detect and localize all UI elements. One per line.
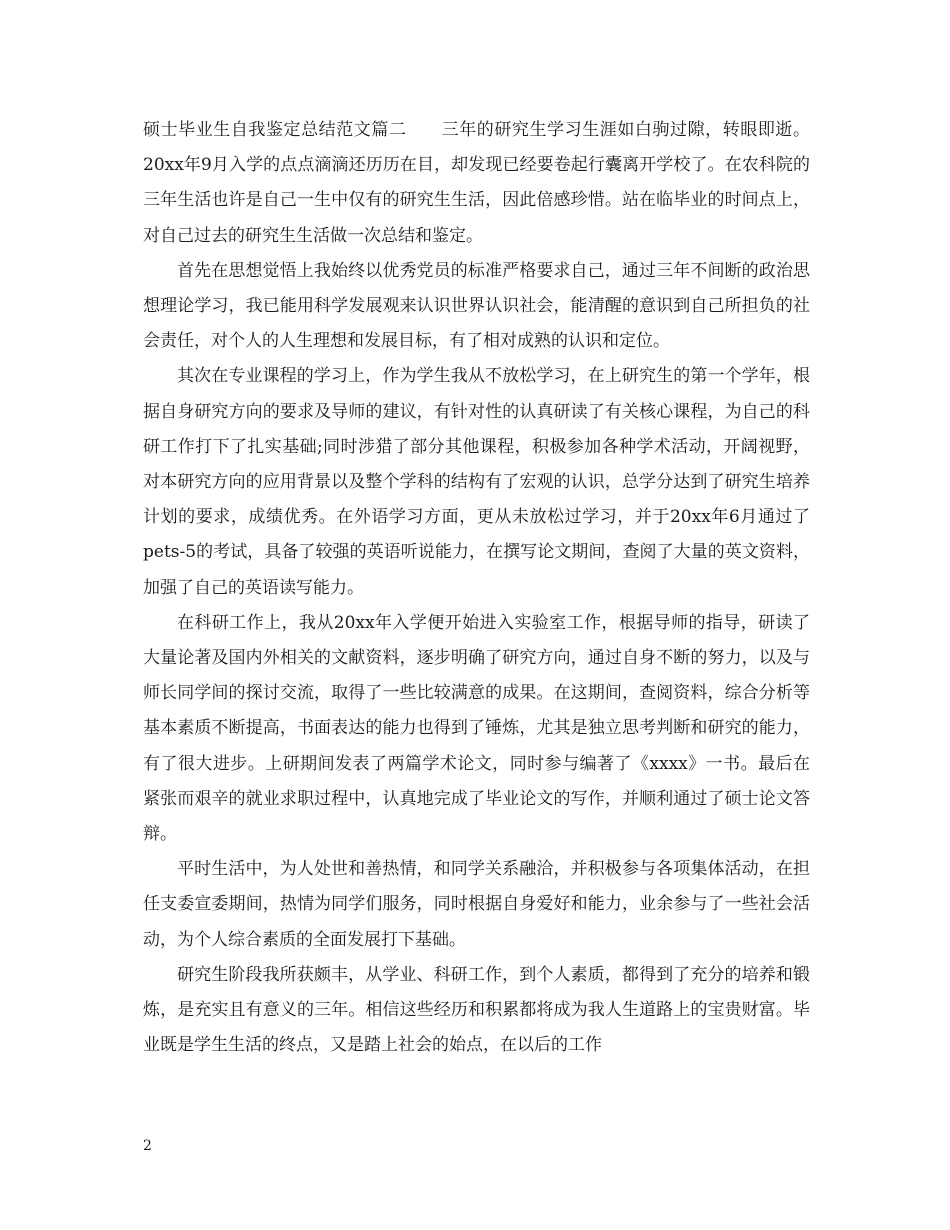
paragraph-ideology: 首先在思想觉悟上我始终以优秀党员的标准严格要求自己，通过三年不间断的政治思想理论学习，我已能用科学发展观来认识世界认识社会，能清醒的意识到自己所担负的社会责任，对个人的人生理想和发展目标，有了相对成熟的认识和定位。 bbox=[143, 260, 810, 352]
paragraph-daily-life: 平时生活中，为人处世和善热情，和同学关系融洽，并积极参与各项集体活动，在担任支委宣委期间，热情为同学们服务，同时根据自身爱好和能力，业余参与了一些社会活动，为个人综合素质的全面发展打下基础。 bbox=[143, 859, 810, 950]
paragraph-summary: 研究生阶段我所获颇丰，从学业、科研工作，到个人素质，都得到了充分的培养和锻炼，是充实且有意义的三年。相信这些经历和积累都将成为我人生道路上的宝贵财富。毕业既是学生生活的终点，又是踏上社会的始点，在以后的工作 bbox=[143, 964, 810, 1056]
paragraph-intro: 硕士毕业生自我鉴定总结范文篇二 三年的研究生学习生涯如白驹过隙，转眼即逝。20xx年9月入学的点点滴滴还历历在目，却发现已经要卷起行囊离开学校了。在农科院的三年生活也许是自己一生中仅有的研究生生活，因此倍感珍惜。站在临毕业的时间点上，对自己过去的研究生生活做一次总结和鉴定。 bbox=[143, 120, 810, 246]
document-body bbox=[143, 113, 810, 1063]
paragraph-coursework: 其次在专业课程的学习上，作为学生我从不放松学习，在上研究生的第一个学年，根据自身研究方向的要求及导师的建议，有针对性的认真研读了有关核心课程，为自己的科研工作打下了扎实基础;同时涉猎了部分其他课程，积极参加各种学术活动，开阔视野，对本研究方向的应用背景以及整个学科的结构有了宏观的认识，总学分达到了研究生培养计划的要求，成绩优秀。在外语学习方面，更从未放松过学习，并于20xx年6月通过了pets-5的考试，具备了较强的英语听说能力，在撰写论文期间，查阅了大量的英文资料，加强了自己的英语读写能力。 bbox=[143, 366, 810, 598]
paragraph-research: 在科研工作上，我从20xx年入学便开始进入实验室工作，根据导师的指导，研读了大量论著及国内外相关的文献资料，逐步明确了研究方向，通过自身不断的努力，以及与师长同学间的探讨交流，取得了一些比较满意的成果。在这期间，查阅资料，综合分析等基本素质不断提高，书面表达的能力也得到了锤炼，尤其是独立思考判断和研究的能力，有了很大进步。上研期间发表了两篇学术论文，同时参与编著了《xxxx》一书。最后在紧张而艰辛的就业求职过程中，认真地完成了毕业论文的写作，并顺利通过了硕士论文答辩。 bbox=[143, 612, 810, 845]
page-number: 2 bbox=[143, 1138, 152, 1154]
